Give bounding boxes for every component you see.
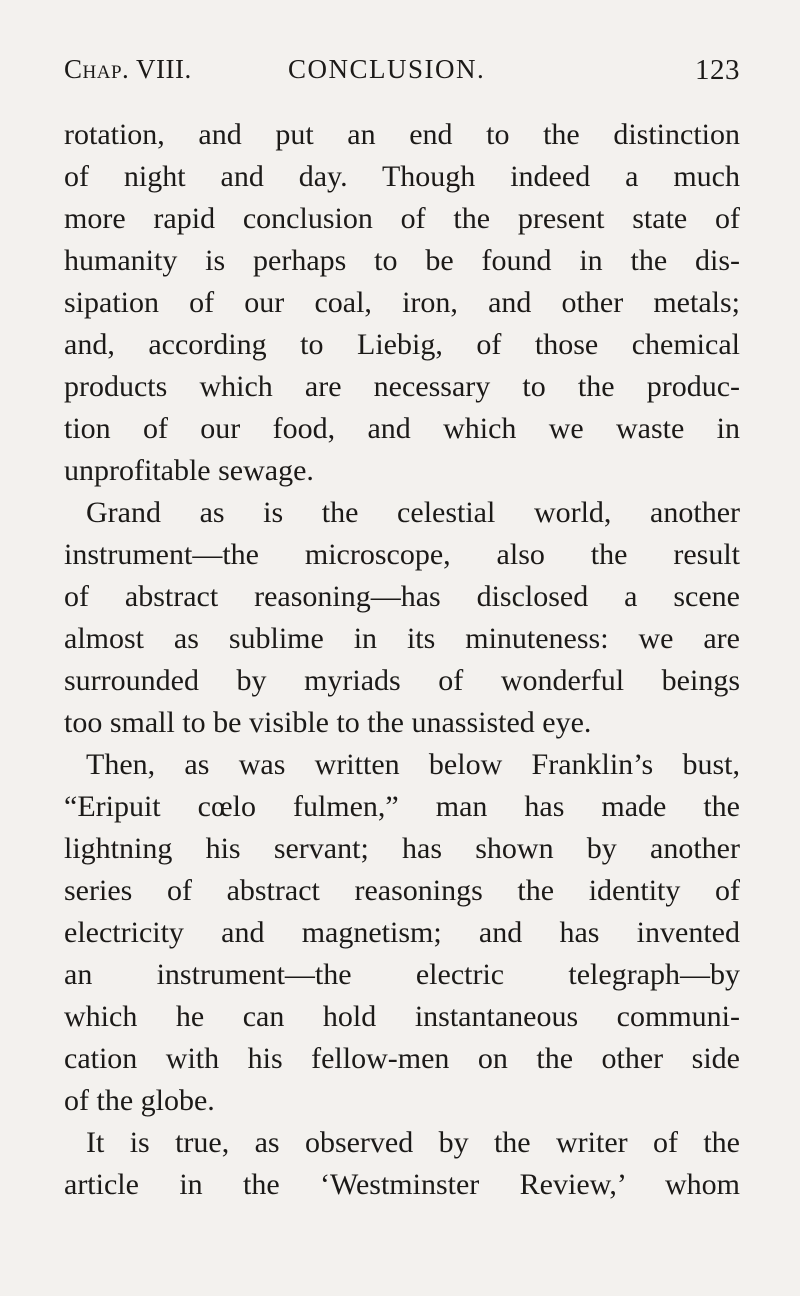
text-line: of night and day. Though indeed a much	[64, 160, 740, 193]
text-line: lightning his servant; has shown by another	[64, 832, 740, 865]
text-line: sipation of our coal, iron, and other metals;	[64, 286, 740, 319]
text-line: of the globe.	[64, 1084, 215, 1117]
book-page	[64, 54, 740, 1206]
text-line: products which are necessary to the produc-	[64, 370, 740, 403]
text-line: of abstract reasoning—has disclosed a scene	[64, 580, 740, 613]
text-line: an instrument—the electric telegraph—by	[64, 958, 740, 991]
chapter-label: Chap. VIII.	[64, 54, 192, 84]
text-line: almost as sublime in its minuteness: we are	[64, 622, 740, 655]
chapter-title: CONCLUSION.	[288, 54, 486, 84]
text-line: humanity is perhaps to be found in the dis-	[64, 244, 740, 277]
text-line: series of abstract reasonings the identity of	[64, 874, 740, 907]
text-line: electricity and magnetism; and has invented	[64, 916, 740, 949]
running-head	[64, 54, 740, 94]
text-line: which he can hold instantaneous communi-	[64, 1000, 740, 1033]
body-text	[64, 114, 740, 1206]
text-line: It is true, as observed by the writer of the	[86, 1126, 740, 1159]
text-line: too small to be visible to the unassisted eye.	[64, 706, 592, 739]
page-number: 123	[695, 54, 740, 86]
text-line: instrument—the microscope, also the result	[64, 538, 740, 571]
text-line: “Eripuit cœlo fulmen,” man has made the	[64, 790, 740, 823]
text-line: more rapid conclusion of the present state of	[64, 202, 740, 235]
text-line: tion of our food, and which we waste in	[64, 412, 740, 445]
text-line: article in the ‘Westminster Review,’ whom	[64, 1168, 740, 1201]
text-line: cation with his fellow-men on the other side	[64, 1042, 740, 1075]
text-line: and, according to Liebig, of those chemical	[64, 328, 740, 361]
text-line: surrounded by myriads of wonderful beings	[64, 664, 740, 697]
text-line: rotation, and put an end to the distinction	[64, 118, 740, 151]
text-line: Grand as is the celestial world, another	[86, 496, 740, 529]
text-line: unprofitable sewage.	[64, 454, 314, 487]
text-line: Then, as was written below Franklin’s bust,	[86, 748, 740, 781]
